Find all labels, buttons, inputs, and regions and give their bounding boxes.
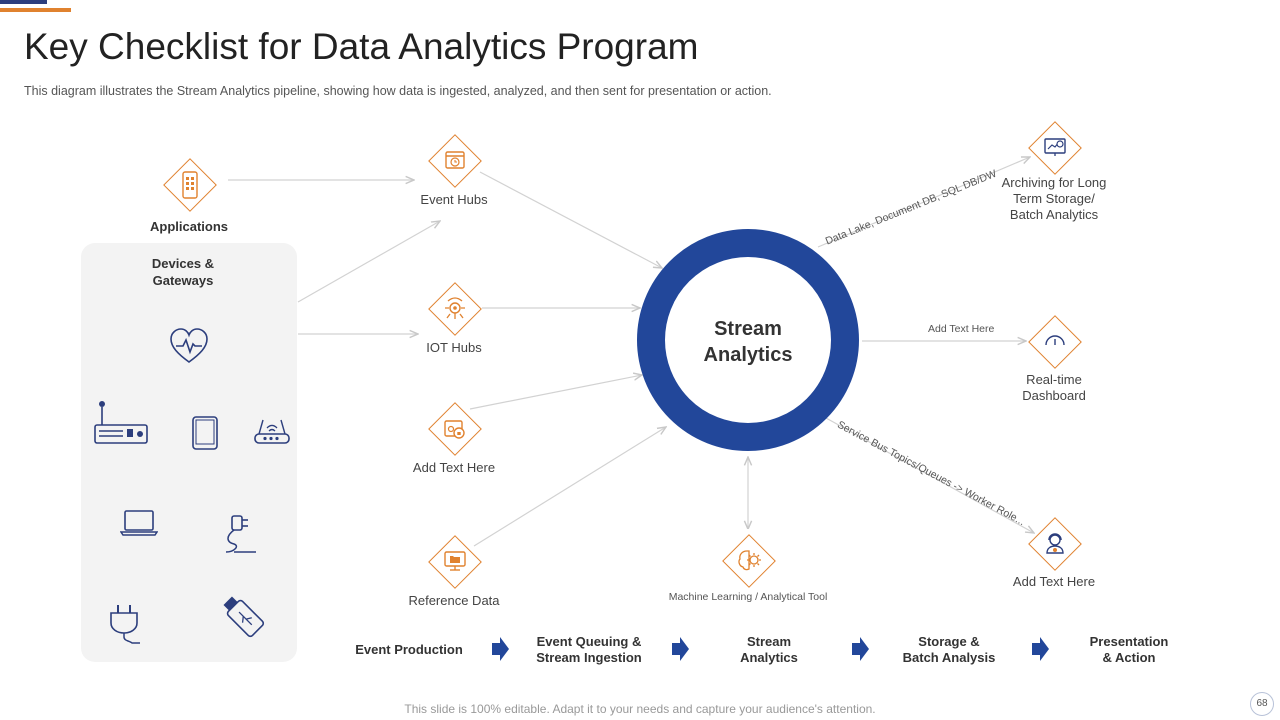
tablet-icon [191, 415, 219, 451]
dashboard-label-line2: Dashboard [1022, 388, 1086, 403]
archiving-label [1002, 175, 1107, 223]
devices-label-line2: Gateways [152, 273, 214, 288]
plug-icon [106, 603, 142, 645]
archiving-label-line1: Archiving for Long [1001, 175, 1107, 190]
page-title: Key Checklist for Data Analytics Program [24, 26, 699, 67]
step-arrow-2-icon [670, 636, 690, 662]
line-reference-center [474, 427, 666, 546]
router-icon [93, 399, 149, 447]
event-hubs-label: Event Hubs [420, 192, 488, 207]
step-5-line1: Presentation [1089, 634, 1169, 649]
page-number: 68 [1250, 692, 1274, 716]
step-arrow-1-icon [490, 636, 510, 662]
step-3-line2: Analytics [740, 650, 798, 665]
step-4-line2: Batch Analysis [902, 650, 996, 665]
laptop-icon [120, 509, 158, 537]
footer-note: This slide is 100% editable. Adapt it to your needs and capture your audience's attention. [404, 702, 876, 716]
line-devices-eventhubs [298, 221, 440, 302]
mobile-apps-icon [176, 170, 204, 200]
step-1-line1: Event Production [355, 642, 463, 657]
step-arrow-3-icon [850, 636, 870, 662]
service-bus-connector-label: Service Bus Topics/Queues -> Worker Role... [835, 418, 1027, 529]
dashboard-label-line1: Real-time [1026, 372, 1082, 387]
usb-drive-icon [220, 594, 268, 640]
step-stream-analytics [740, 634, 798, 666]
iot-hubs-label: IOT Hubs [426, 340, 482, 355]
analytics-screen-icon [1041, 133, 1069, 161]
iot-chip-icon [441, 294, 469, 322]
line-addtext-center [470, 375, 642, 409]
step-event-queuing [536, 634, 641, 666]
calendar-clock-icon [441, 146, 469, 174]
reference-data-label: Reference Data [408, 593, 500, 608]
power-cable-icon [220, 512, 260, 556]
center-label-line1: Stream [714, 318, 782, 340]
brain-gear-icon [735, 546, 763, 574]
line-eventhubs-center [480, 172, 662, 268]
page-subtitle: This diagram illustrates the Stream Analytics pipeline, showing how data is ingested, analyzed, and then sent for presentation or action. [24, 84, 772, 98]
gauge-icon [1041, 327, 1069, 355]
devices-label-line1: Devices & [151, 256, 215, 271]
heart-rate-icon [168, 327, 210, 365]
ml-tool-label: Machine Learning / Analytical Tool [668, 591, 828, 603]
step-2-line2: Stream Ingestion [536, 650, 642, 665]
devices-gateways-label [152, 255, 214, 289]
step-arrow-4-icon [1030, 636, 1050, 662]
archiving-label-line3: Batch Analytics [1009, 207, 1099, 222]
step-storage-batch [903, 634, 996, 666]
monitor-folder-icon [441, 547, 469, 575]
step-3-line1: Stream [746, 634, 792, 649]
secure-folder-icon [441, 414, 469, 442]
center-label-line2: Analytics [703, 344, 793, 366]
step-2-line1: Event Queuing & [536, 634, 642, 649]
step-4-line1: Storage & [918, 634, 980, 649]
add-text-label-left: Add Text Here [412, 460, 496, 475]
archiving-label-line2: Term Storage/ [1013, 191, 1095, 206]
dashboard-label [1022, 372, 1086, 404]
wifi-router-icon [253, 416, 291, 446]
step-5-line2: & Action [1102, 650, 1156, 665]
support-agent-icon [1041, 529, 1069, 557]
data-lake-connector-label: Data Lake, Document DB, SQL DB/DW [823, 167, 999, 248]
output-add-text-label: Add Text Here [1012, 574, 1096, 589]
dashboard-connector-label: Add Text Here [928, 323, 995, 335]
step-presentation-action [1090, 634, 1169, 666]
step-event-production [355, 642, 463, 658]
stream-analytics-center-label [704, 316, 793, 368]
applications-label: Applications [149, 219, 229, 234]
